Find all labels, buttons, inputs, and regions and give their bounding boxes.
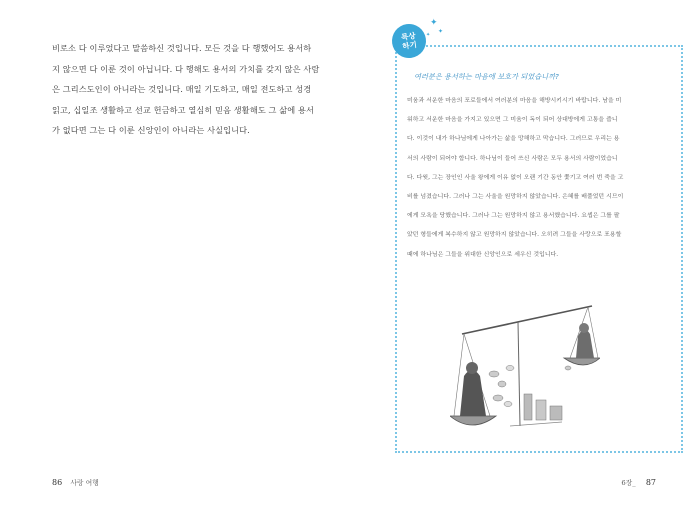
meditation-line: 때에 하나님은 그들을 위대한 신앙인으로 세우신 것입니다. (407, 251, 559, 258)
body-line: 비로소 다 이루었다고 말씀하신 것입니다. 모든 것을 다 행했어도 용서하 (52, 43, 312, 53)
body-line: 은 그리스도인이 아니라는 것입니다. 매일 기도하고, 매일 전도하고 성경 (52, 84, 312, 94)
sparkle-icon: ✦ (438, 28, 444, 35)
page-number: 86 (52, 478, 63, 487)
tab-line-2: 하기 (401, 39, 418, 51)
body-line: 읽고, 십일조 생활하고 선교 헌금하고 열심히 믿음 생활해도 그 삶에 용서 (52, 104, 314, 115)
left-footer (52, 477, 99, 487)
body-line: 지 않으면 다 이룬 것이 아닙니다. 다 행해도 용서의 가치를 갖지 않은 사람 (52, 63, 320, 74)
sparkle-icon: ✦ (426, 32, 431, 38)
meditation-line: 다. 다윗, 그는 장인인 사울 왕에게 이유 없이 오랜 기간 동안 쫓기고 여러 번 죽을 고 (407, 174, 624, 181)
body-line: 가 없다면 그는 다 이룬 신앙인이 아니라는 사실입니다. (52, 125, 250, 135)
meditation-line: 비를 넘겼습니다. 그러나 그는 사울을 원망하지 않았습니다. 은혜를 배풀었던 시므이 (407, 194, 624, 201)
chapter-label: 6장_ (621, 479, 636, 487)
page-number: 87 (645, 478, 656, 487)
meditation-line: 서의 사람이 되어야 합니다. 하나님이 들어 쓰신 사람은 모두 용서의 사람이었습니 (407, 155, 618, 162)
meditation-text (407, 92, 675, 265)
meditation-line: 았던 형들에게 복수하지 않고 원망하지 않았습니다. 오히려 그들을 사랑으로 포용할 (407, 232, 622, 239)
meditation-line: 다. 이것이 내가 하나님에게 나아가는 삶을 망해하고 막습니다. 그러므로 우리는 용 (407, 136, 620, 143)
running-title: 사랑 여행 (70, 479, 99, 487)
body-text (52, 38, 320, 141)
right-footer (621, 477, 656, 487)
scales-illustration (450, 276, 600, 446)
meditation-line: 워하고 서운한 마음을 가지고 있으면 그 미움이 독이 되어 상대방에게 고통을 줍니 (407, 117, 618, 124)
sparkle-icon: ✦ (430, 18, 438, 28)
right-page (350, 0, 700, 517)
tab-line-1: 묵상 (400, 31, 417, 43)
meditation-question: 여러분은 용서하는 마음에 보호가 되었습니까? (414, 72, 559, 81)
meditation-line: 미움과 서운한 마음의 포로들에서 여러분의 마음을 해방시키시기 바랍니다. 남을 미 (407, 98, 622, 104)
meditation-line: 에게 모욕을 당했습니다. 그러나 그는 원망하지 않고 용서했습니다. 요셉은 그를 팔 (407, 213, 620, 220)
